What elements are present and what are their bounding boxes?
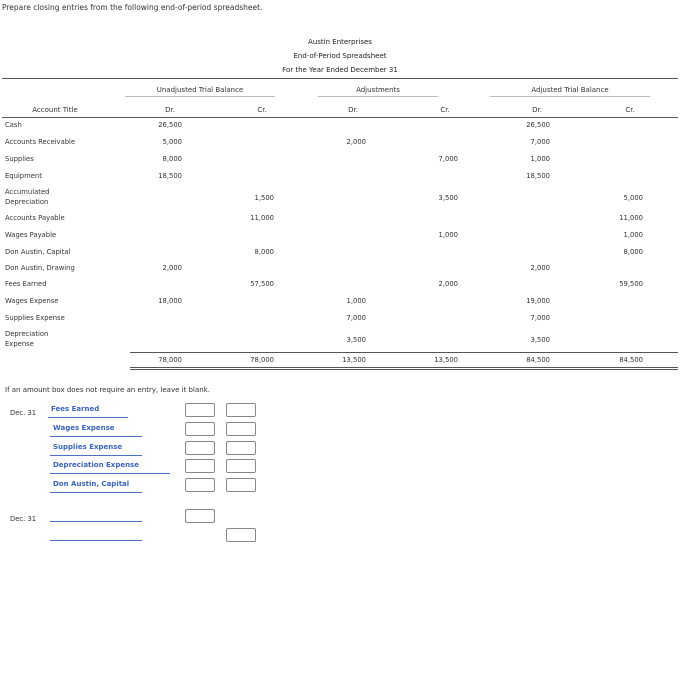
account-title-cell-line2: Expense	[5, 340, 34, 348]
account-title-cell: Supplies Expense	[5, 314, 65, 322]
account-title-header: Account Title	[32, 106, 78, 114]
account-title-cell: Wages Expense	[5, 297, 59, 305]
entry1-credit-box[interactable]	[226, 441, 256, 455]
amount-cell-ad: 2,000	[346, 138, 366, 146]
amount-cell-ac: 7,000	[438, 155, 458, 163]
unadjusted-underline	[125, 96, 275, 97]
amount-cell-atd: 3,500	[530, 336, 550, 344]
amount-cell-ac: 3,500	[438, 194, 458, 202]
unadj-cr-header: Cr.	[257, 106, 267, 114]
amount-cell-atc: 1,000	[623, 231, 643, 239]
amount-cell-ac: 1,000	[438, 231, 458, 239]
total-adjtb-dr: 84,500	[526, 356, 550, 364]
entry1-debit-box[interactable]	[185, 459, 215, 473]
total-adj-cr: 13,500	[434, 356, 458, 364]
amount-cell-atc: 8,000	[623, 248, 643, 256]
entry1-account-underline	[50, 492, 142, 493]
amount-cell-atd: 7,000	[530, 314, 550, 322]
amount-cell-uc: 8,000	[254, 248, 274, 256]
entry1-account-supplies-expense[interactable]: Supplies Expense	[53, 443, 123, 451]
amount-cell-uc: 57,500	[250, 280, 274, 288]
account-title-cell: Don Austin, Capital	[5, 248, 71, 256]
amount-cell-ud: 5,000	[162, 138, 182, 146]
entry2-debit-box[interactable]	[185, 509, 215, 523]
amount-cell-uc: 1,500	[254, 194, 274, 202]
entry1-account-underline	[48, 417, 128, 418]
amount-cell-atd: 19,000	[526, 297, 550, 305]
entry1-credit-box[interactable]	[226, 478, 256, 492]
total-adjtb-cr: 84,500	[619, 356, 643, 364]
totals-double-rule	[130, 367, 678, 370]
account-title-cell: Cash	[5, 121, 22, 129]
account-title-cell: Equipment	[5, 172, 42, 180]
entry1-account-underline	[50, 455, 142, 456]
total-adj-dr: 13,500	[342, 356, 366, 364]
account-title-cell: Fees Earned	[5, 280, 47, 288]
total-unadj-cr: 78,000	[250, 356, 274, 364]
amount-cell-atd: 18,500	[526, 172, 550, 180]
entry1-account-fees-earned[interactable]: Fees Earned	[51, 405, 100, 413]
adjtb-dr-header: Dr.	[532, 106, 542, 114]
amount-cell-uc: 11,000	[250, 214, 274, 222]
blank-box-note: If an amount box does not require an entry, leave it blank.	[5, 386, 210, 394]
entry1-credit-box[interactable]	[226, 422, 256, 436]
entry1-account-underline	[50, 436, 142, 437]
totals-top-rule	[130, 352, 678, 353]
adjusted-underline	[490, 96, 650, 97]
entry1-credit-box[interactable]	[226, 403, 256, 417]
entry1-credit-box[interactable]	[226, 459, 256, 473]
amount-cell-atd: 7,000	[530, 138, 550, 146]
amount-cell-atc: 11,000	[619, 214, 643, 222]
account-title-cell-line2: Depreciation	[5, 198, 49, 206]
amount-cell-ud: 2,000	[162, 264, 182, 272]
column-header-rule	[2, 117, 678, 118]
company-name: Austin Enterprises	[308, 38, 372, 46]
entry2-date: Dec. 31	[10, 515, 37, 523]
account-title-cell: Depreciation	[5, 330, 49, 338]
amount-cell-ad: 7,000	[346, 314, 366, 322]
amount-cell-ud: 26,500	[158, 121, 182, 129]
amount-cell-atd: 2,000	[530, 264, 550, 272]
amount-cell-atc: 59,500	[619, 280, 643, 288]
account-title-cell: Wages Payable	[5, 231, 57, 239]
entry1-debit-box[interactable]	[185, 422, 215, 436]
amount-cell-ud: 8,000	[162, 155, 182, 163]
amount-cell-ud: 18,500	[158, 172, 182, 180]
account-title-cell: Supplies	[5, 155, 34, 163]
account-title-cell: Accounts Payable	[5, 214, 65, 222]
amount-cell-ud: 18,000	[158, 297, 182, 305]
entry1-debit-box[interactable]	[185, 478, 215, 492]
amount-cell-atd: 26,500	[526, 121, 550, 129]
entry1-account-don-austin-capital[interactable]: Don Austin, Capital	[53, 480, 130, 488]
account-title-cell: Accounts Receivable	[5, 138, 76, 146]
adj-cr-header: Cr.	[440, 106, 450, 114]
entry1-account-wages-expense[interactable]: Wages Expense	[53, 424, 115, 432]
adj-dr-header: Dr.	[348, 106, 358, 114]
amount-cell-ac: 2,000	[438, 280, 458, 288]
entry1-date: Dec. 31	[10, 409, 37, 417]
account-title-cell: Accumulated	[5, 188, 50, 196]
instruction-text: Prepare closing entries from the following end-of-period spreadsheet.	[2, 3, 263, 12]
spreadsheet-title: End-of-Period Spreadsheet	[293, 52, 387, 60]
entry2-account-line-1[interactable]	[50, 521, 142, 522]
entry1-debit-box[interactable]	[185, 403, 215, 417]
entry1-account-depreciation-expense[interactable]: Depreciation Expense	[53, 461, 139, 469]
account-title-cell: Don Austin, Drawing	[5, 264, 75, 272]
period-text: For the Year Ended December 31	[282, 66, 398, 74]
header-top-rule	[2, 78, 678, 79]
adjustments-header: Adjustments	[356, 86, 400, 94]
unadj-dr-header: Dr.	[165, 106, 175, 114]
amount-cell-atc: 5,000	[623, 194, 643, 202]
entry2-account-line-2[interactable]	[50, 540, 142, 541]
amount-cell-ad: 3,500	[346, 336, 366, 344]
adjusted-header: Adjusted Trial Balance	[531, 86, 609, 94]
entry2-credit-box[interactable]	[226, 528, 256, 542]
total-unadj-dr: 78,000	[158, 356, 182, 364]
adjustments-underline	[318, 96, 438, 97]
amount-cell-atd: 1,000	[530, 155, 550, 163]
entry1-account-underline	[50, 473, 170, 474]
entry1-debit-box[interactable]	[185, 441, 215, 455]
adjtb-cr-header: Cr.	[625, 106, 635, 114]
amount-cell-ad: 1,000	[346, 297, 366, 305]
unadjusted-header: Unadjusted Trial Balance	[156, 86, 244, 94]
